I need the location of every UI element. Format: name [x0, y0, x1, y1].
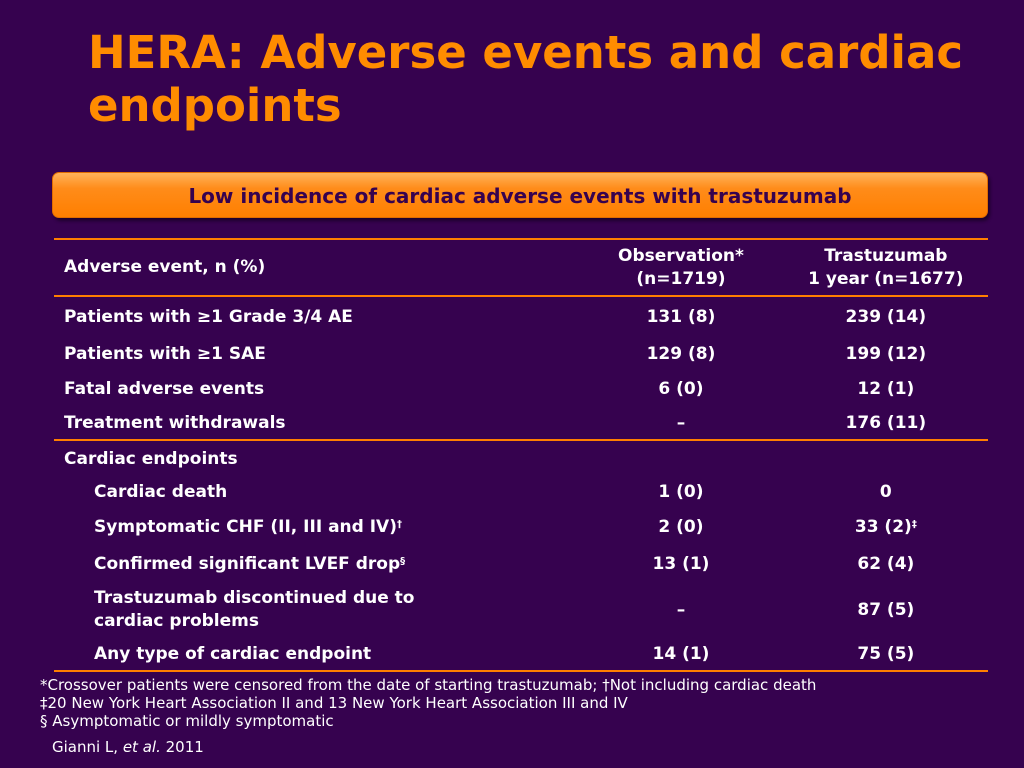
row-label: Patients with ≥1 SAE — [64, 344, 266, 364]
row-observation-value: 1 (0) — [658, 482, 704, 502]
banner-text: Low incidence of cardiac adverse events with trastuzumab — [188, 184, 852, 208]
footnote-mark-section: § — [400, 556, 406, 567]
section-row-cardiac — [54, 440, 988, 476]
row-label: Treatment withdrawals — [54, 406, 578, 440]
row-trastuzumab-value: 87 (5) — [857, 599, 915, 620]
header-observation-name: Observation* — [618, 245, 744, 266]
table-row — [54, 582, 988, 638]
table-row — [54, 372, 988, 406]
row-observation-value: – — [578, 406, 783, 440]
header-adverse-event: Adverse event, n (%) — [54, 239, 578, 296]
citation-author: Gianni L, — [52, 738, 123, 756]
table-row — [54, 508, 988, 546]
table-row — [54, 476, 988, 508]
footnote-mark-double-dagger: ‡ — [911, 519, 917, 530]
table-header-row — [54, 239, 988, 296]
row-observation-value: – — [676, 599, 686, 620]
table-row — [54, 546, 988, 582]
row-trastuzumab-value: 199 (12) — [845, 344, 927, 364]
row-label: Patients with ≥1 Grade 3/4 AE — [64, 306, 353, 327]
row-label — [54, 582, 578, 638]
row-label-line2: cardiac problems — [94, 611, 259, 631]
row-trastuzumab-value: 12 (1) — [857, 379, 915, 399]
table-row — [54, 406, 988, 440]
row-trastuzumab-value: 239 (14) — [845, 306, 927, 327]
row-trastuzumab-value: 62 (4) — [857, 554, 915, 574]
row-observation-value: 129 (8) — [646, 344, 716, 364]
table-row — [54, 638, 988, 671]
row-observation-value: 2 (0) — [658, 517, 704, 537]
footnote-line-3: § Asymptomatic or mildly symptomatic — [40, 712, 334, 730]
row-observation-value: 131 (8) — [646, 306, 716, 327]
row-observation-value: 14 (1) — [578, 638, 783, 671]
header-trastuzumab-n: 1 year (n=1677) — [808, 268, 964, 289]
row-label — [54, 546, 578, 582]
citation-year: 2011 — [160, 738, 204, 756]
footnote-line-1: *Crossover patients were censored from the date of starting trastuzumab; †Not including cardiac death — [40, 676, 817, 694]
header-trastuzumab-name: Trastuzumab — [824, 245, 948, 266]
table-row — [54, 296, 988, 336]
row-label: Cardiac death — [94, 482, 228, 502]
row-label — [54, 508, 578, 546]
adverse-events-table — [54, 238, 988, 672]
row-observation-value: 13 (1) — [652, 554, 710, 574]
row-trastuzumab-value: 0 — [879, 482, 892, 502]
header-trastuzumab — [784, 239, 988, 296]
row-label-text: Symptomatic CHF (II, III and IV) — [94, 517, 397, 537]
key-message-banner — [52, 172, 988, 218]
row-trastuzumab-text: 33 (2) — [854, 517, 912, 537]
footnotes — [40, 676, 1000, 730]
row-trastuzumab-value: 75 (5) — [784, 638, 988, 671]
table-row — [54, 336, 988, 372]
header-observation-n: (n=1719) — [636, 268, 726, 289]
row-label-line1: Trastuzumab discontinued due to — [94, 588, 415, 608]
citation — [52, 738, 204, 756]
row-trastuzumab-value: 176 (11) — [784, 406, 988, 440]
row-label: Fatal adverse events — [64, 379, 265, 399]
footnote-mark-dagger: † — [397, 519, 402, 530]
header-observation — [578, 239, 783, 296]
citation-etal: et al. — [122, 738, 161, 756]
slide-title: HERA: Adverse events and cardiac endpoints — [88, 26, 963, 132]
footnote-line-2: ‡20 New York Heart Association II and 13 New York Heart Association III and IV — [40, 694, 628, 712]
row-label-text: Confirmed significant LVEF drop — [94, 554, 401, 574]
row-trastuzumab-value — [784, 508, 988, 546]
row-observation-value: 6 (0) — [658, 379, 704, 399]
row-label: Any type of cardiac endpoint — [54, 638, 578, 671]
section-label-cardiac-endpoints: Cardiac endpoints — [64, 448, 238, 469]
